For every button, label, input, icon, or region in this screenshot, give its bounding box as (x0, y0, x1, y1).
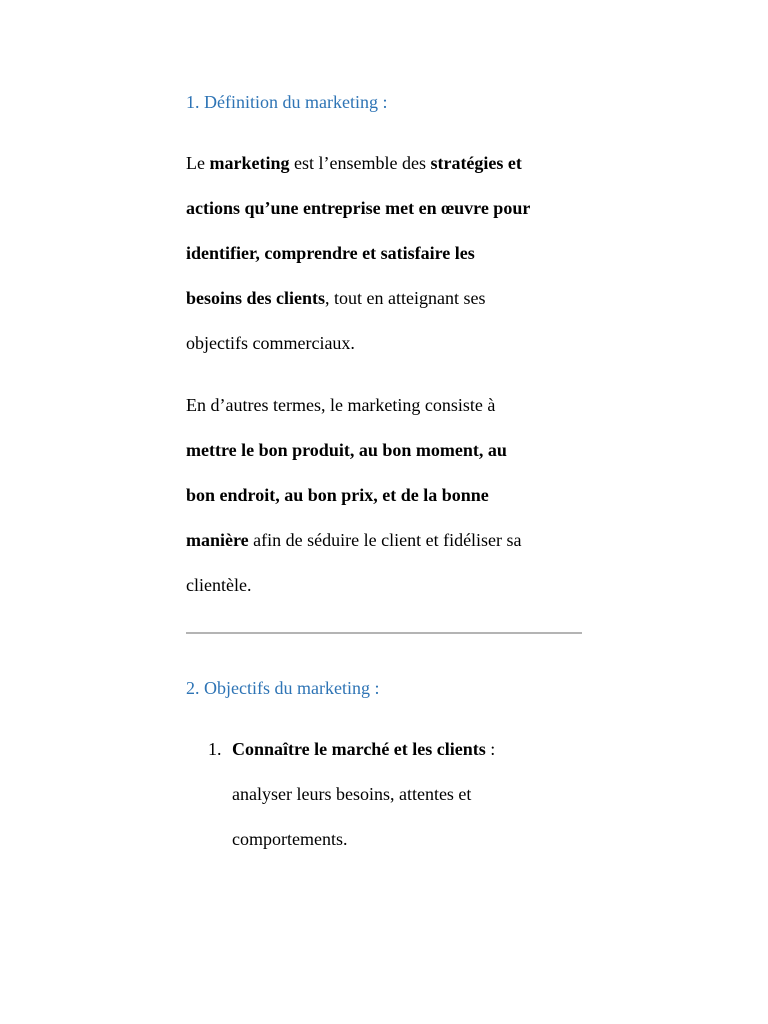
text-line (186, 199, 586, 244)
text-line (186, 244, 586, 289)
text-run: afin de séduire le client et fidéliser sa (248, 530, 522, 550)
bold-text: besoins des clients (186, 288, 326, 308)
bold-text: mettre le bon produit, au bon moment, au (186, 440, 507, 460)
text-line (186, 441, 586, 486)
text-run: comportements. (232, 829, 348, 849)
horizontal-divider (186, 632, 582, 634)
text-line (186, 154, 586, 199)
text-run: clientèle. (186, 575, 252, 595)
text-line (186, 396, 586, 441)
bold-text: identifier, comprendre et satisfaire les (186, 243, 475, 263)
text-run: est l’ensemble des (289, 153, 431, 173)
text-run: , tout en atteignant ses (325, 288, 486, 308)
list-number: 1. (208, 739, 222, 759)
text-line (232, 740, 586, 785)
text-line (186, 531, 586, 576)
section-heading-definition: 1. Définition du marketing : (186, 92, 388, 112)
explanation-paragraph (186, 396, 586, 621)
text-line (186, 289, 586, 334)
list-item (186, 740, 586, 875)
objectives-list (186, 740, 586, 875)
text-run: objectifs commerciaux. (186, 333, 355, 353)
definition-paragraph (186, 154, 586, 379)
section-heading-objectives: 2. Objectifs du marketing : (186, 678, 380, 698)
text-line (232, 830, 586, 875)
text-line (232, 785, 586, 830)
bold-text: actions qu’une entreprise met en œuvre pour (186, 198, 531, 218)
bold-text: manière (186, 530, 249, 550)
text-run: : (485, 739, 496, 759)
bold-text: stratégies et (430, 153, 522, 173)
text-line (186, 334, 586, 379)
text-run: Le (186, 153, 210, 173)
bold-term-marketing: marketing (209, 153, 290, 173)
bold-text: Connaître le marché et les clients (232, 739, 486, 759)
bold-text: bon endroit, au bon prix, et de la bonne (186, 485, 489, 505)
text-line (186, 576, 586, 621)
text-line (186, 486, 586, 531)
text-run: En d’autres termes, le marketing consiste à (186, 395, 496, 415)
text-run: analyser leurs besoins, attentes et (232, 784, 472, 804)
